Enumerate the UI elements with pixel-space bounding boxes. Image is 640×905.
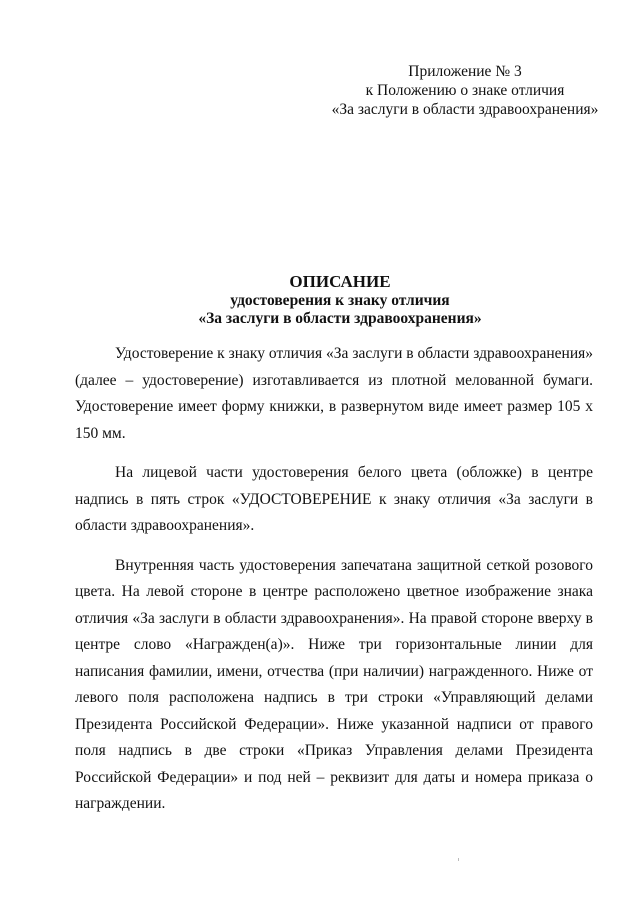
paragraph-material: Удостоверение к знаку отличия «За заслуги в области здравоохранения» (далее – удостоверение) изготавливается из плотной мелованной бумаги. Удостоверение имеет форму книжки, в развернутом виде имеет размер 105 х 150 мм. — [75, 345, 593, 442]
appendix-block — [330, 62, 600, 119]
document-heading — [120, 272, 560, 328]
scan-speck — [458, 858, 459, 861]
paragraph-cover: На лицевой части удостоверения белого цвета (обложке) в центре надпись в пять строк «УДОСТОВЕРЕНИЕ к знаку отличия «За заслуги в области здравоохранения». — [75, 464, 593, 534]
document-subtitle-award: «За заслуги в области здравоохранения» — [198, 310, 482, 327]
appendix-reference: к Положению о знаке отличия — [365, 82, 565, 99]
paragraph-inner-part: Внутренняя часть удостоверения запечатана защитной сеткой розового цвета. На левой стороне в центре расположено цветное изображение знака отличия «За заслуги в области здравоохранения». На правой стороне вверху в центре слово «Награжден(а)». Ниже три горизонтальные линии для написания фамилии, имени, отчества (при наличии) награжденного. Ниже от левого поля расположена надпись в три строки «Управляющий делами Президента Российской Федерации». Ниже указанной надписи от правого поля надпись в две строки «Приказ Управления делами Президента Российской Федерации» и под ней – реквизит для даты и номера приказа о награждении. — [75, 556, 593, 812]
appendix-award-name: «За заслуги в области здравоохранения» — [331, 101, 599, 118]
appendix-number: Приложение № 3 — [408, 63, 522, 80]
document-subtitle: удостоверения к знаку отличия — [230, 292, 450, 309]
document-title: ОПИСАНИЕ — [289, 272, 391, 291]
document-body — [75, 341, 593, 831]
